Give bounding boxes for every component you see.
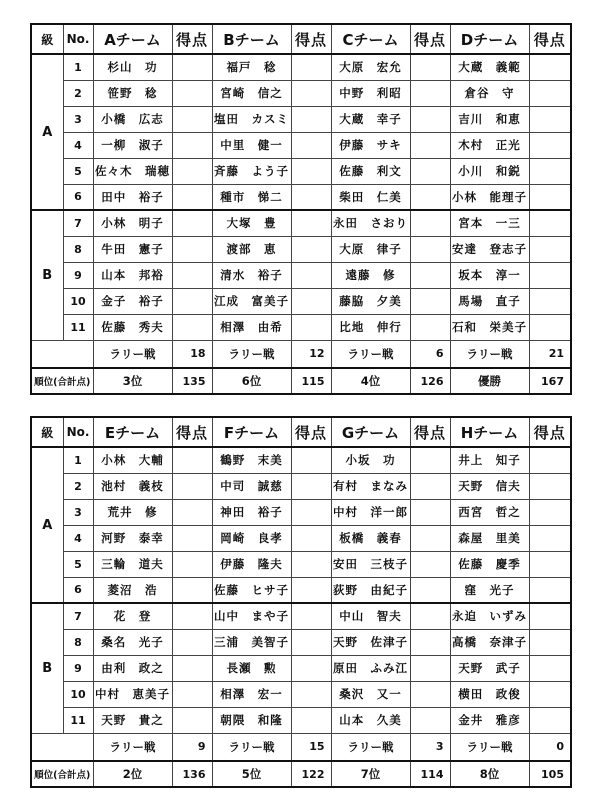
player-score-cell (172, 106, 212, 132)
player-score-cell (291, 106, 331, 132)
header-score: 得点 (529, 417, 571, 447)
player-name: 金井 雅彦 (450, 707, 529, 733)
player-score-cell (529, 707, 571, 733)
player-score-cell (410, 603, 450, 629)
header-team-name: Gチーム (331, 417, 410, 447)
header-score: 得点 (410, 417, 450, 447)
row-number: 11 (63, 314, 93, 340)
player-score-cell (529, 655, 571, 681)
player-name: 佐藤 秀夫 (93, 314, 172, 340)
player-name: 木村 正光 (450, 132, 529, 158)
player-name: 一柳 淑子 (93, 132, 172, 158)
player-score-cell (529, 314, 571, 340)
player-name: 永田 さおり (331, 210, 410, 236)
table-1-body (31, 24, 571, 394)
player-score-cell (529, 473, 571, 499)
team-rank: 5位 (212, 761, 291, 787)
player-name: 大塚 豊 (212, 210, 291, 236)
header-score: 得点 (410, 24, 450, 54)
player-score-cell (410, 288, 450, 314)
player-name: 塩田 カスミ (212, 106, 291, 132)
player-score-cell (410, 210, 450, 236)
player-score-cell (410, 681, 450, 707)
table-row (31, 262, 571, 288)
table-row (31, 54, 571, 80)
player-name: 柴田 仁美 (331, 184, 410, 210)
player-name: 山本 久美 (331, 707, 410, 733)
player-name: 坂本 淳一 (450, 262, 529, 288)
table-row (31, 629, 571, 655)
player-score-cell (410, 447, 450, 473)
player-score-cell (172, 551, 212, 577)
player-name: 横田 政俊 (450, 681, 529, 707)
row-number: 8 (63, 236, 93, 262)
player-score-cell (172, 473, 212, 499)
team-total: 122 (291, 761, 331, 787)
player-name: 佐々木 瑞穂 (93, 158, 172, 184)
player-name: 西宮 哲之 (450, 499, 529, 525)
player-name: 岡崎 良孝 (212, 525, 291, 551)
row-number: 5 (63, 158, 93, 184)
player-name: 菱沼 浩 (93, 577, 172, 603)
player-score-cell (529, 236, 571, 262)
table-row (31, 184, 571, 210)
player-score-cell (172, 629, 212, 655)
header-row (31, 417, 571, 447)
player-score-cell (172, 132, 212, 158)
player-name: 渡部 恵 (212, 236, 291, 262)
player-score-cell (410, 473, 450, 499)
header-team-name: Fチーム (212, 417, 291, 447)
player-name: 斉藤 よう子 (212, 158, 291, 184)
table-row (31, 551, 571, 577)
player-name: 佐藤 利文 (331, 158, 410, 184)
row-number: 2 (63, 473, 93, 499)
player-name: 天野 武子 (450, 655, 529, 681)
table-row (31, 80, 571, 106)
player-score-cell (410, 577, 450, 603)
player-name: 森屋 里美 (450, 525, 529, 551)
row-number: 11 (63, 707, 93, 733)
team-total: 105 (529, 761, 571, 787)
row-number: 5 (63, 551, 93, 577)
player-name: 中山 智夫 (331, 603, 410, 629)
player-score-cell (291, 288, 331, 314)
player-name: 杉山 功 (93, 54, 172, 80)
table-row (31, 473, 571, 499)
rally-label: ラリー戦 (93, 733, 172, 761)
player-name: 福戸 稔 (212, 54, 291, 80)
player-name: 比地 伸行 (331, 314, 410, 340)
table-row (31, 210, 571, 236)
player-score-cell (291, 473, 331, 499)
rally-label: ラリー戦 (331, 733, 410, 761)
header-team-name: Hチーム (450, 417, 529, 447)
player-score-cell (410, 525, 450, 551)
header-score: 得点 (172, 417, 212, 447)
player-name: 笹野 稔 (93, 80, 172, 106)
level-cell: B (31, 603, 63, 733)
player-name: 小坂 功 (331, 447, 410, 473)
player-score-cell (529, 158, 571, 184)
player-name: 宮本 一三 (450, 210, 529, 236)
player-name: 江成 富美子 (212, 288, 291, 314)
player-name: 桑名 光子 (93, 629, 172, 655)
player-name: 長瀬 勲 (212, 655, 291, 681)
team-rank: 4位 (331, 368, 410, 394)
header-team-name: Eチーム (93, 417, 172, 447)
header-level: 級 (31, 24, 63, 54)
player-name: 伊藤 サキ (331, 132, 410, 158)
player-name: 牛田 憲子 (93, 236, 172, 262)
row-number: 9 (63, 262, 93, 288)
player-score-cell (410, 158, 450, 184)
player-name: 遠藤 修 (331, 262, 410, 288)
level-cell: A (31, 54, 63, 210)
player-name: 三浦 美智子 (212, 629, 291, 655)
player-name: 藤脇 夕美 (331, 288, 410, 314)
player-score-cell (291, 236, 331, 262)
player-name: 山中 まや子 (212, 603, 291, 629)
player-name: 大原 律子 (331, 236, 410, 262)
total-row (31, 761, 571, 787)
table-row (31, 707, 571, 733)
player-name: 金子 裕子 (93, 288, 172, 314)
player-name: 吉川 和恵 (450, 106, 529, 132)
player-name: 小林 大輔 (93, 447, 172, 473)
rally-row (31, 733, 571, 761)
player-score-cell (172, 262, 212, 288)
player-score-cell (291, 132, 331, 158)
player-score-cell (291, 314, 331, 340)
player-score-cell (529, 577, 571, 603)
player-score-cell (291, 499, 331, 525)
header-no: No. (63, 417, 93, 447)
row-number: 7 (63, 603, 93, 629)
row-number: 2 (63, 80, 93, 106)
total-label: 順位(合計点) (31, 368, 93, 394)
player-name: 馬場 直子 (450, 288, 529, 314)
player-name: 河野 泰幸 (93, 525, 172, 551)
player-name: 神田 裕子 (212, 499, 291, 525)
player-name: 安田 三枝子 (331, 551, 410, 577)
row-number: 4 (63, 525, 93, 551)
rally-score: 15 (291, 733, 331, 761)
player-score-cell (410, 80, 450, 106)
player-name: 荒井 修 (93, 499, 172, 525)
player-name: 永迫 いずみ (450, 603, 529, 629)
player-name: 花 登 (93, 603, 172, 629)
player-score-cell (291, 447, 331, 473)
player-score-cell (410, 184, 450, 210)
player-name: 清水 裕子 (212, 262, 291, 288)
player-score-cell (291, 655, 331, 681)
player-score-cell (529, 184, 571, 210)
table-row (31, 132, 571, 158)
player-score-cell (291, 707, 331, 733)
table-2-body (31, 417, 571, 787)
row-number: 3 (63, 499, 93, 525)
rally-label: ラリー戦 (212, 733, 291, 761)
team-rank: 7位 (331, 761, 410, 787)
table-row (31, 236, 571, 262)
player-name: 大蔵 義範 (450, 54, 529, 80)
header-level: 級 (31, 417, 63, 447)
player-score-cell (410, 707, 450, 733)
player-score-cell (291, 681, 331, 707)
player-name: 小林 能理子 (450, 184, 529, 210)
rally-blank-cell (31, 733, 93, 761)
player-name: 宮崎 信之 (212, 80, 291, 106)
player-score-cell (172, 54, 212, 80)
player-name: 伊藤 隆夫 (212, 551, 291, 577)
player-name: 田中 裕子 (93, 184, 172, 210)
team-total: 115 (291, 368, 331, 394)
header-score: 得点 (291, 24, 331, 54)
player-score-cell (410, 655, 450, 681)
rally-label: ラリー戦 (93, 340, 172, 368)
header-no: No. (63, 24, 93, 54)
player-score-cell (410, 262, 450, 288)
player-score-cell (172, 499, 212, 525)
table-row (31, 577, 571, 603)
player-score-cell (529, 499, 571, 525)
header-team-name: Aチーム (93, 24, 172, 54)
player-name: 中村 洋一郎 (331, 499, 410, 525)
player-score-cell (529, 551, 571, 577)
header-score: 得点 (291, 417, 331, 447)
player-score-cell (172, 681, 212, 707)
team-rank: 3位 (93, 368, 172, 394)
row-number: 7 (63, 210, 93, 236)
player-name: 倉谷 守 (450, 80, 529, 106)
player-name: 小林 明子 (93, 210, 172, 236)
table-row (31, 288, 571, 314)
player-score-cell (529, 288, 571, 314)
total-row (31, 368, 571, 394)
player-name: 天野 貴之 (93, 707, 172, 733)
row-number: 10 (63, 681, 93, 707)
player-score-cell (529, 681, 571, 707)
header-team-name: Dチーム (450, 24, 529, 54)
table-row (31, 681, 571, 707)
player-name: 板橋 義春 (331, 525, 410, 551)
player-score-cell (291, 184, 331, 210)
player-score-cell (529, 80, 571, 106)
team-total: 135 (172, 368, 212, 394)
player-name: 中司 誠慈 (212, 473, 291, 499)
team-rank: 6位 (212, 368, 291, 394)
table-row (31, 525, 571, 551)
player-score-cell (529, 262, 571, 288)
player-score-cell (172, 655, 212, 681)
player-score-cell (410, 236, 450, 262)
team-total: 136 (172, 761, 212, 787)
player-name: 小川 和鋭 (450, 158, 529, 184)
player-score-cell (172, 447, 212, 473)
player-score-cell (172, 210, 212, 236)
table-row (31, 499, 571, 525)
score-table-1 (30, 23, 572, 395)
player-name: 原田 ふみ江 (331, 655, 410, 681)
row-number: 1 (63, 54, 93, 80)
player-name: 種市 悌二 (212, 184, 291, 210)
team-rank: 優勝 (450, 368, 529, 394)
player-score-cell (529, 132, 571, 158)
player-name: 天野 信夫 (450, 473, 529, 499)
rally-score: 18 (172, 340, 212, 368)
team-total: 167 (529, 368, 571, 394)
rally-score: 3 (410, 733, 450, 761)
rally-score: 12 (291, 340, 331, 368)
player-score-cell (410, 54, 450, 80)
rally-label: ラリー戦 (450, 340, 529, 368)
player-score-cell (172, 288, 212, 314)
table-row (31, 314, 571, 340)
player-name: 山本 邦裕 (93, 262, 172, 288)
row-number: 6 (63, 577, 93, 603)
player-score-cell (410, 499, 450, 525)
player-score-cell (410, 629, 450, 655)
team-rank: 2位 (93, 761, 172, 787)
player-name: 由利 政之 (93, 655, 172, 681)
player-name: 佐藤 ヒサ子 (212, 577, 291, 603)
player-name: 鶴野 末美 (212, 447, 291, 473)
rally-score: 21 (529, 340, 571, 368)
player-name: 三輪 道夫 (93, 551, 172, 577)
table-row (31, 655, 571, 681)
player-name: 中野 利昭 (331, 80, 410, 106)
header-score: 得点 (529, 24, 571, 54)
team-total: 114 (410, 761, 450, 787)
player-name: 中里 健一 (212, 132, 291, 158)
team-rank: 8位 (450, 761, 529, 787)
rally-row (31, 340, 571, 368)
player-score-cell (291, 158, 331, 184)
row-number: 10 (63, 288, 93, 314)
player-score-cell (291, 210, 331, 236)
player-name: 桑沢 又一 (331, 681, 410, 707)
player-score-cell (172, 184, 212, 210)
player-score-cell (410, 551, 450, 577)
player-name: 安達 登志子 (450, 236, 529, 262)
player-name: 朝隈 和隆 (212, 707, 291, 733)
player-score-cell (410, 132, 450, 158)
player-name: 井上 知子 (450, 447, 529, 473)
player-name: 石和 栄美子 (450, 314, 529, 340)
rally-score: 6 (410, 340, 450, 368)
player-score-cell (291, 54, 331, 80)
player-score-cell (172, 525, 212, 551)
player-score-cell (172, 236, 212, 262)
player-score-cell (410, 314, 450, 340)
player-score-cell (172, 577, 212, 603)
row-number: 3 (63, 106, 93, 132)
row-number: 9 (63, 655, 93, 681)
table-row (31, 106, 571, 132)
player-score-cell (291, 525, 331, 551)
player-name: 中村 恵美子 (93, 681, 172, 707)
row-number: 4 (63, 132, 93, 158)
player-score-cell (410, 106, 450, 132)
player-name: 相澤 由希 (212, 314, 291, 340)
player-score-cell (529, 54, 571, 80)
player-name: 荻野 由紀子 (331, 577, 410, 603)
player-score-cell (529, 447, 571, 473)
player-score-cell (291, 629, 331, 655)
header-row (31, 24, 571, 54)
player-name: 大蔵 幸子 (331, 106, 410, 132)
player-name: 池村 義枝 (93, 473, 172, 499)
player-score-cell (529, 210, 571, 236)
table-row (31, 603, 571, 629)
player-name: 大原 宏允 (331, 54, 410, 80)
level-cell: B (31, 210, 63, 340)
player-score-cell (529, 106, 571, 132)
player-name: 相澤 宏一 (212, 681, 291, 707)
header-team-name: Bチーム (212, 24, 291, 54)
table-row (31, 158, 571, 184)
player-name: 小橋 広志 (93, 106, 172, 132)
player-score-cell (291, 577, 331, 603)
rally-score: 9 (172, 733, 212, 761)
player-name: 高橋 奈津子 (450, 629, 529, 655)
header-team-name: Cチーム (331, 24, 410, 54)
player-name: 天野 佐津子 (331, 629, 410, 655)
table-row (31, 447, 571, 473)
level-cell: A (31, 447, 63, 603)
player-score-cell (529, 603, 571, 629)
rally-label: ラリー戦 (212, 340, 291, 368)
row-number: 1 (63, 447, 93, 473)
total-label: 順位(合計点) (31, 761, 93, 787)
player-score-cell (291, 262, 331, 288)
rally-label: ラリー戦 (331, 340, 410, 368)
player-score-cell (291, 551, 331, 577)
player-name: 窪 光子 (450, 577, 529, 603)
player-score-cell (529, 629, 571, 655)
row-number: 8 (63, 629, 93, 655)
player-score-cell (291, 603, 331, 629)
player-name: 佐藤 慶季 (450, 551, 529, 577)
player-name: 有村 まなみ (331, 473, 410, 499)
player-score-cell (172, 707, 212, 733)
team-total: 126 (410, 368, 450, 394)
rally-score: 0 (529, 733, 571, 761)
score-table-2 (30, 416, 572, 788)
rally-label: ラリー戦 (450, 733, 529, 761)
player-score-cell (172, 80, 212, 106)
player-score-cell (172, 158, 212, 184)
row-number: 6 (63, 184, 93, 210)
player-score-cell (172, 603, 212, 629)
header-score: 得点 (172, 24, 212, 54)
player-score-cell (172, 314, 212, 340)
rally-blank-cell (31, 340, 93, 368)
player-score-cell (291, 80, 331, 106)
player-score-cell (529, 525, 571, 551)
